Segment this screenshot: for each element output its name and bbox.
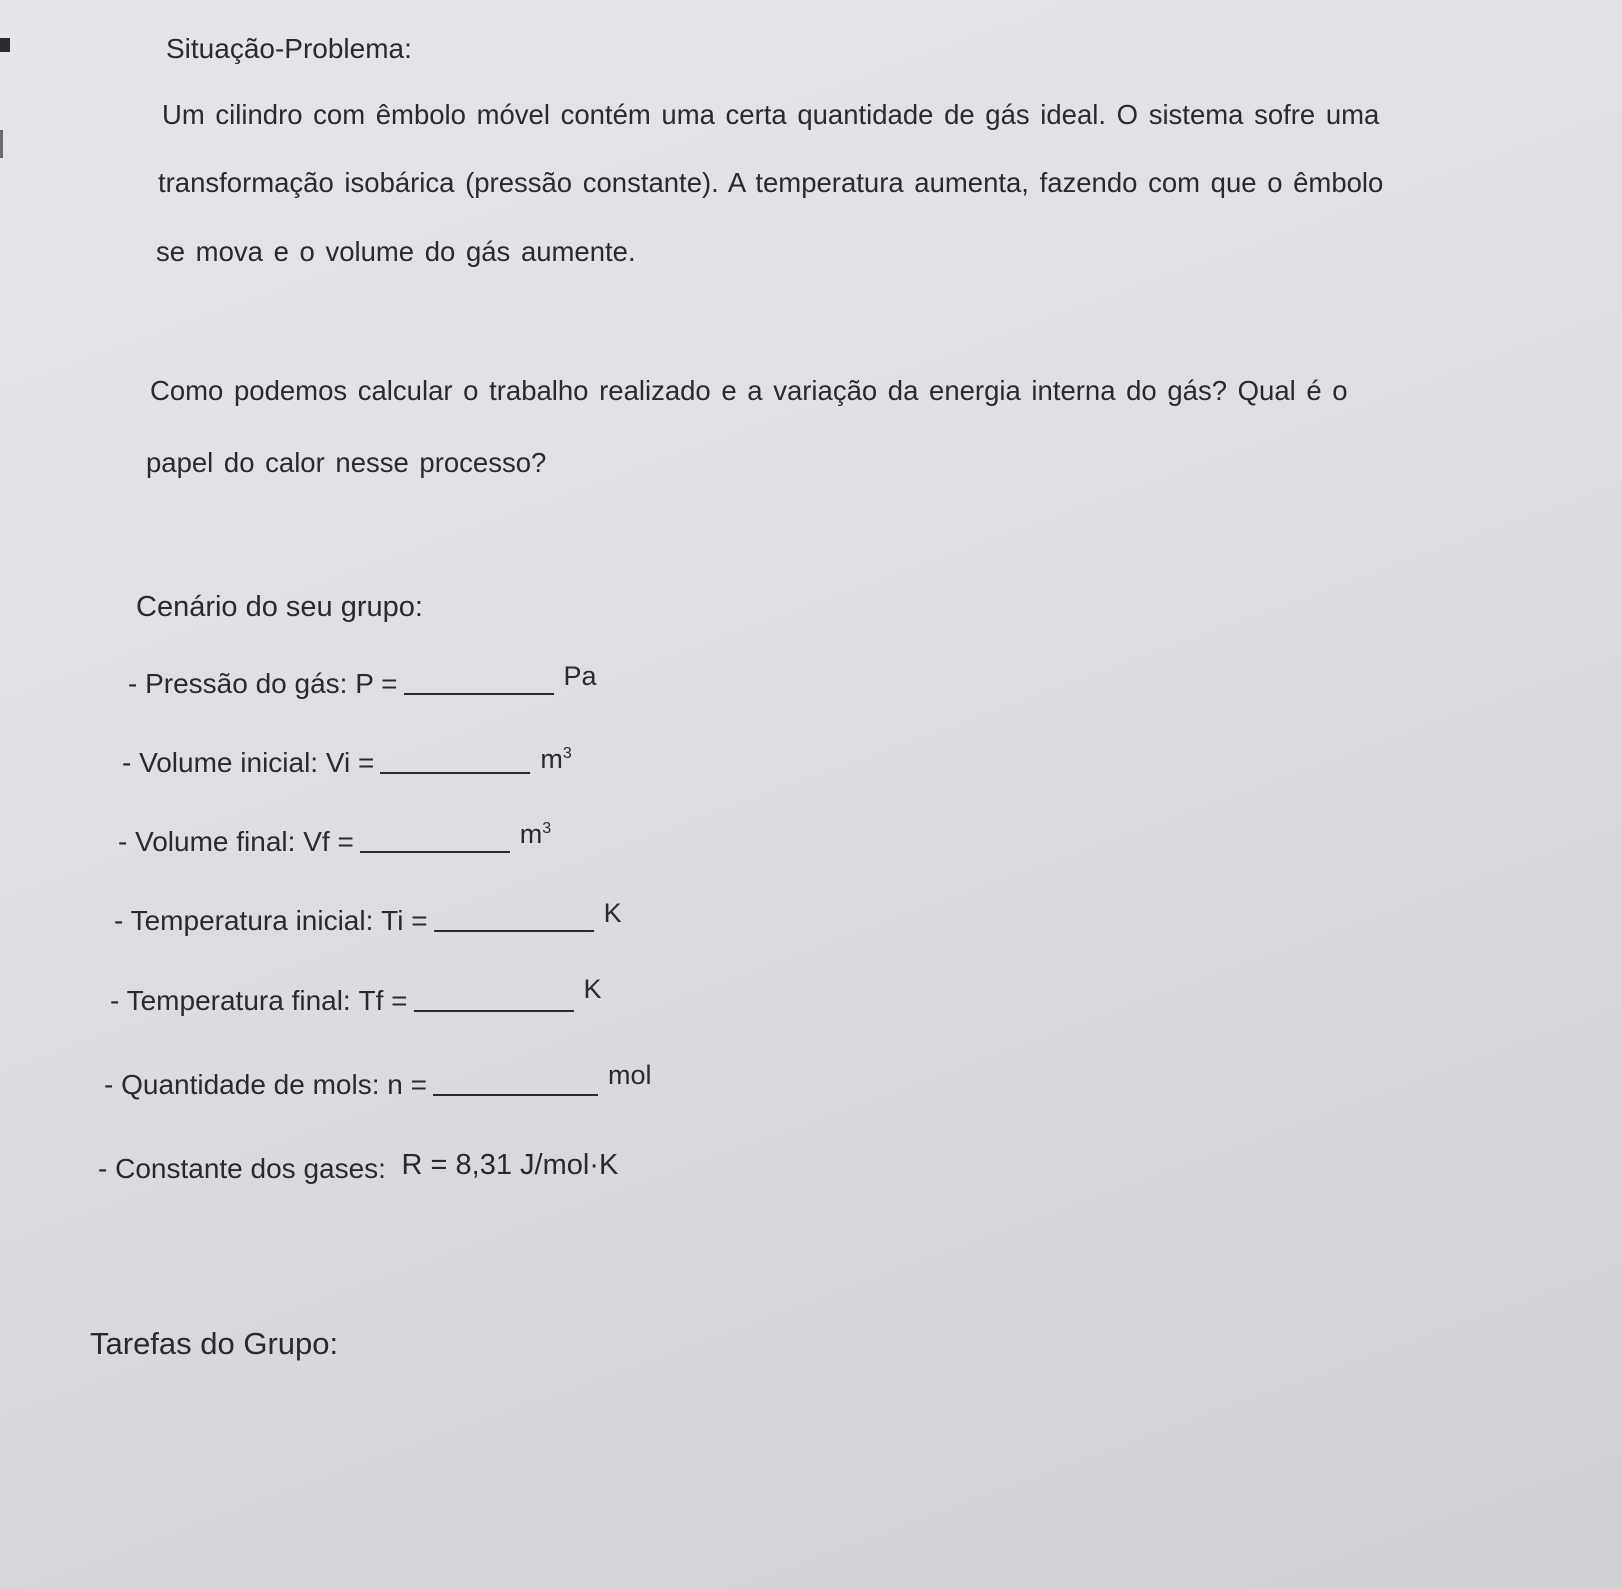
answer-blank[interactable] — [404, 671, 554, 695]
field-volume-final — [118, 819, 552, 858]
gas-constant-value: R = 8,31 J/mol·K — [401, 1149, 619, 1181]
field-mols — [104, 1060, 652, 1101]
tasks-title: Tarefas do Grupo: — [90, 1326, 339, 1361]
field-symbol: Vf = — [303, 826, 354, 857]
situation-line-3: se mova e o volume do gás aumente. — [156, 236, 636, 267]
scenario-title: Cenário do seu grupo: — [136, 591, 423, 623]
answer-blank[interactable] — [434, 908, 594, 932]
field-label: - Quantidade de mols: — [104, 1069, 380, 1100]
field-label: - Temperatura final: — [110, 985, 351, 1016]
field-label: - Pressão do gás: — [128, 668, 348, 699]
question-line-1: Como podemos calcular o trabalho realizado e a variação da energia interna do gás? Qual é o — [150, 375, 1348, 406]
field-label: - Temperatura inicial: — [114, 905, 374, 936]
edge-shadow — [0, 38, 10, 52]
field-pressure — [128, 661, 597, 700]
field-volume-initial — [122, 744, 572, 779]
field-label: - Volume final: — [118, 826, 296, 857]
field-unit: mol — [607, 1060, 652, 1090]
situation-line-2: transformação isobárica (pressão constante). A temperatura aumenta, fazendo com que o êmbolo — [158, 167, 1384, 198]
answer-blank[interactable] — [433, 1072, 598, 1096]
situation-heading: Situação-Problema: — [166, 33, 412, 64]
field-label: - Constante dos gases: — [98, 1153, 386, 1184]
edge-shadow — [0, 130, 3, 158]
field-symbol: Tf = — [358, 985, 408, 1016]
answer-blank[interactable] — [414, 988, 574, 1012]
field-gas-constant — [98, 1149, 619, 1186]
field-symbol: Vi = — [325, 747, 375, 778]
field-unit: K — [583, 974, 602, 1004]
field-unit: K — [603, 898, 622, 928]
field-temperature-initial — [114, 898, 622, 937]
situation-line-1: Um cilindro com êmbolo móvel contém uma certa quantidade de gás ideal. O sistema sofre uma — [162, 99, 1380, 130]
question-line-2: papel do calor nesse processo? — [146, 447, 547, 478]
field-symbol: Ti = — [381, 905, 428, 936]
field-temperature-final — [110, 974, 602, 1017]
field-symbol: P = — [355, 668, 398, 699]
field-symbol: n = — [387, 1069, 427, 1100]
field-unit: Pa — [563, 661, 597, 691]
answer-blank[interactable] — [380, 750, 530, 774]
field-unit: $m^3$ — [519, 819, 552, 849]
field-label: - Volume inicial: — [122, 747, 319, 778]
answer-blank[interactable] — [360, 829, 510, 853]
field-unit: $m^3$ — [540, 744, 572, 774]
